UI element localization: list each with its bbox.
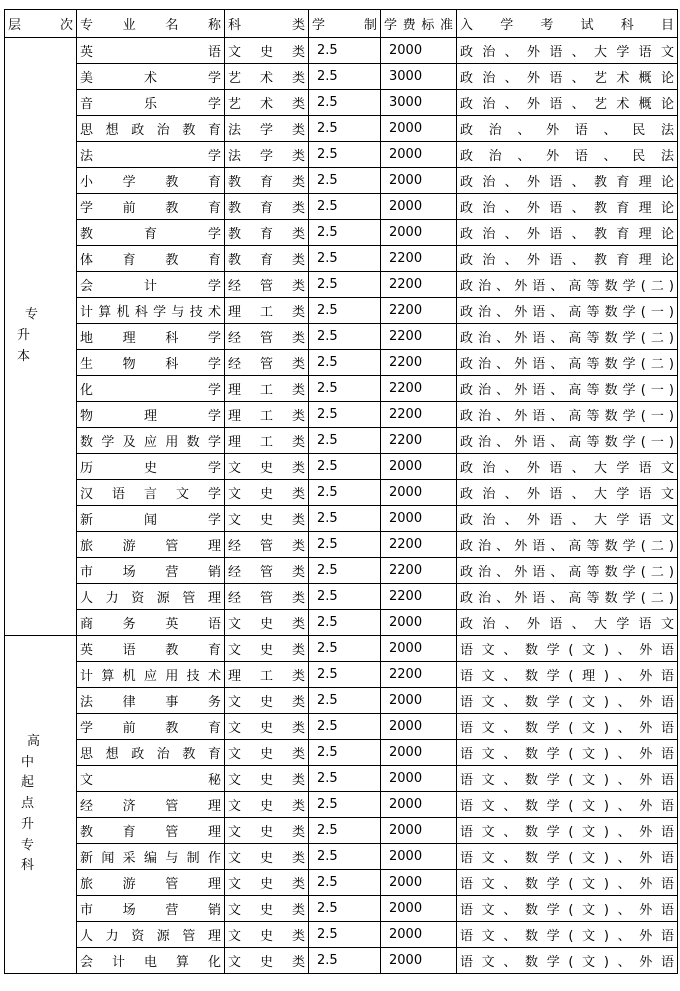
category-cell: 文史类	[225, 688, 309, 714]
fee-cell: 2000	[381, 194, 457, 220]
table-row	[5, 792, 678, 818]
fee-cell: 2000	[381, 142, 457, 168]
duration-cell: 2.5	[309, 766, 381, 792]
category-cell: 教育类	[225, 220, 309, 246]
major-cell: 教育管理	[77, 818, 225, 844]
table-row	[5, 766, 678, 792]
category-cell: 经管类	[225, 532, 309, 558]
exam-cell: 政治、外语、高等数学(二)	[457, 350, 678, 376]
fee-cell: 3000	[381, 64, 457, 90]
category-cell: 文史类	[225, 948, 309, 974]
duration-cell: 2.5	[309, 844, 381, 870]
header-exam: 入学考试科目	[457, 10, 678, 38]
category-cell: 艺术类	[225, 90, 309, 116]
fee-cell: 2000	[381, 948, 457, 974]
major-cell: 物理学	[77, 402, 225, 428]
major-cell: 音乐学	[77, 90, 225, 116]
table-row	[5, 610, 678, 636]
major-cell: 法学	[77, 142, 225, 168]
major-cell: 计算机科学与技术	[77, 298, 225, 324]
fee-cell: 2000	[381, 610, 457, 636]
duration-cell: 2.5	[309, 818, 381, 844]
programs-table	[4, 9, 678, 974]
exam-cell: 政治、外语、大学语文	[457, 38, 678, 64]
fee-cell: 2000	[381, 870, 457, 896]
major-cell: 旅游管理	[77, 870, 225, 896]
exam-cell: 语文、数学(文)、外语	[457, 844, 678, 870]
major-cell: 法律事务	[77, 688, 225, 714]
level-label	[17, 305, 45, 367]
category-cell: 文史类	[225, 870, 309, 896]
major-cell: 体育教育	[77, 246, 225, 272]
major-cell: 思想政治教育	[77, 740, 225, 766]
category-cell: 艺术类	[225, 64, 309, 90]
category-cell: 文史类	[225, 844, 309, 870]
exam-cell: 语文、数学(文)、外语	[457, 688, 678, 714]
major-cell: 商务英语	[77, 610, 225, 636]
category-cell: 文史类	[225, 792, 309, 818]
header-level: 层 次	[5, 10, 77, 38]
level-char: 中	[21, 754, 35, 770]
duration-cell: 2.5	[309, 584, 381, 610]
table-row	[5, 480, 678, 506]
level-char: 专	[25, 307, 39, 323]
fee-cell: 2200	[381, 532, 457, 558]
exam-cell: 语文、数学(文)、外语	[457, 636, 678, 662]
table-row	[5, 220, 678, 246]
major-cell: 化学	[77, 376, 225, 402]
category-cell: 理工类	[225, 402, 309, 428]
fee-cell: 2000	[381, 506, 457, 532]
exam-cell: 语文、数学(文)、外语	[457, 922, 678, 948]
major-cell: 新闻采编与制作	[77, 844, 225, 870]
exam-cell: 政治、外语、高等数学(一)	[457, 376, 678, 402]
duration-cell: 2.5	[309, 38, 381, 64]
fee-cell: 2000	[381, 688, 457, 714]
category-cell: 经管类	[225, 272, 309, 298]
category-cell: 文史类	[225, 766, 309, 792]
category-cell: 理工类	[225, 298, 309, 324]
fee-cell: 2000	[381, 740, 457, 766]
fee-cell: 2000	[381, 766, 457, 792]
category-cell: 经管类	[225, 324, 309, 350]
duration-cell: 2.5	[309, 792, 381, 818]
duration-cell: 2.5	[309, 116, 381, 142]
category-cell: 法学类	[225, 116, 309, 142]
table-row	[5, 168, 678, 194]
level-cell	[5, 38, 77, 636]
category-cell: 文史类	[225, 480, 309, 506]
table-row	[5, 870, 678, 896]
exam-cell: 政治、外语、高等数学(二)	[457, 324, 678, 350]
category-cell: 文史类	[225, 818, 309, 844]
fee-cell: 2200	[381, 324, 457, 350]
level-char: 高	[27, 733, 41, 749]
category-cell: 文史类	[225, 922, 309, 948]
exam-cell: 语文、数学(文)、外语	[457, 792, 678, 818]
header-category: 科类	[225, 10, 309, 38]
fee-cell: 2000	[381, 792, 457, 818]
exam-cell: 语文、数学(文)、外语	[457, 870, 678, 896]
duration-cell: 2.5	[309, 64, 381, 90]
duration-cell: 2.5	[309, 506, 381, 532]
major-cell: 人力资源管理	[77, 922, 225, 948]
major-cell: 汉语言文学	[77, 480, 225, 506]
exam-cell: 政治、外语、艺术概论	[457, 64, 678, 90]
level-char: 升	[21, 816, 35, 832]
exam-cell: 政治、外语、高等数学(二)	[457, 584, 678, 610]
fee-cell: 2200	[381, 584, 457, 610]
duration-cell: 2.5	[309, 532, 381, 558]
duration-cell: 2.5	[309, 610, 381, 636]
category-cell: 教育类	[225, 246, 309, 272]
duration-cell: 2.5	[309, 870, 381, 896]
header-row	[5, 10, 678, 38]
table-row	[5, 194, 678, 220]
exam-cell: 政治、外语、教育理论	[457, 246, 678, 272]
fee-cell: 2200	[381, 402, 457, 428]
duration-cell: 2.5	[309, 194, 381, 220]
fee-cell: 2200	[381, 376, 457, 402]
fee-cell: 2000	[381, 844, 457, 870]
fee-cell: 2000	[381, 220, 457, 246]
exam-cell: 政治、外语、大学语文	[457, 454, 678, 480]
exam-cell: 语文、数学(理)、外语	[457, 662, 678, 688]
duration-cell: 2.5	[309, 896, 381, 922]
category-cell: 理工类	[225, 662, 309, 688]
category-cell: 文史类	[225, 454, 309, 480]
table-row	[5, 90, 678, 116]
level-char: 升	[17, 328, 31, 344]
table-body	[5, 38, 678, 974]
header-fee: 学费标准	[381, 10, 457, 38]
duration-cell: 2.5	[309, 376, 381, 402]
fee-cell: 2200	[381, 558, 457, 584]
category-cell: 文史类	[225, 740, 309, 766]
table-row	[5, 714, 678, 740]
exam-cell: 政治、外语、高等数学(二)	[457, 558, 678, 584]
level-char: 点	[21, 796, 35, 812]
category-cell: 文史类	[225, 38, 309, 64]
category-cell: 经管类	[225, 350, 309, 376]
level-char: 科	[21, 858, 35, 874]
table-row	[5, 376, 678, 402]
exam-cell: 政治、外语、高等数学(一)	[457, 298, 678, 324]
table-row	[5, 454, 678, 480]
major-cell: 数学及应用数学	[77, 428, 225, 454]
major-cell: 教育学	[77, 220, 225, 246]
duration-cell: 2.5	[309, 740, 381, 766]
table-row	[5, 896, 678, 922]
duration-cell: 2.5	[309, 454, 381, 480]
exam-cell: 政治、外语、艺术概论	[457, 90, 678, 116]
fee-cell: 2000	[381, 480, 457, 506]
category-cell: 教育类	[225, 194, 309, 220]
table-row	[5, 64, 678, 90]
duration-cell: 2.5	[309, 168, 381, 194]
exam-cell: 语文、数学(文)、外语	[457, 766, 678, 792]
exam-cell: 语文、数学(文)、外语	[457, 714, 678, 740]
exam-cell: 语文、数学(文)、外语	[457, 948, 678, 974]
major-cell: 计算机应用技术	[77, 662, 225, 688]
duration-cell: 2.5	[309, 922, 381, 948]
fee-cell: 2000	[381, 168, 457, 194]
major-cell: 市场营销	[77, 558, 225, 584]
duration-cell: 2.5	[309, 714, 381, 740]
table-row	[5, 272, 678, 298]
category-cell: 经管类	[225, 558, 309, 584]
header-major: 专业名称	[77, 10, 225, 38]
major-cell: 文秘	[77, 766, 225, 792]
category-cell: 理工类	[225, 376, 309, 402]
duration-cell: 2.5	[309, 480, 381, 506]
duration-cell: 2.5	[309, 948, 381, 974]
fee-cell: 2200	[381, 662, 457, 688]
header-duration: 学制	[309, 10, 381, 38]
table-row	[5, 116, 678, 142]
fee-cell: 2000	[381, 116, 457, 142]
duration-cell: 2.5	[309, 636, 381, 662]
table-row	[5, 818, 678, 844]
category-cell: 法学类	[225, 142, 309, 168]
duration-cell: 2.5	[309, 246, 381, 272]
major-cell: 经济管理	[77, 792, 225, 818]
fee-cell: 2200	[381, 428, 457, 454]
table-row	[5, 948, 678, 974]
duration-cell: 2.5	[309, 142, 381, 168]
table-row	[5, 428, 678, 454]
major-cell: 新闻学	[77, 506, 225, 532]
exam-cell: 政治、外语、大学语文	[457, 480, 678, 506]
table-row	[5, 688, 678, 714]
table-row	[5, 142, 678, 168]
table-row	[5, 38, 678, 64]
exam-cell: 政治、外语、民法	[457, 142, 678, 168]
duration-cell: 2.5	[309, 220, 381, 246]
category-cell: 文史类	[225, 506, 309, 532]
table-row	[5, 350, 678, 376]
exam-cell: 政治、外语、教育理论	[457, 220, 678, 246]
major-cell: 英语	[77, 38, 225, 64]
major-cell: 市场营销	[77, 896, 225, 922]
fee-cell: 2200	[381, 272, 457, 298]
major-cell: 人力资源管理	[77, 584, 225, 610]
table-row	[5, 636, 678, 662]
category-cell: 文史类	[225, 896, 309, 922]
major-cell: 旅游管理	[77, 532, 225, 558]
exam-cell: 政治、外语、高等数学(二)	[457, 272, 678, 298]
major-cell: 会计学	[77, 272, 225, 298]
table-row	[5, 740, 678, 766]
exam-cell: 政治、外语、教育理论	[457, 194, 678, 220]
exam-cell: 政治、外语、大学语文	[457, 506, 678, 532]
major-cell: 小学教育	[77, 168, 225, 194]
fee-cell: 3000	[381, 90, 457, 116]
category-cell: 文史类	[225, 610, 309, 636]
exam-cell: 政治、外语、高等数学(一)	[457, 402, 678, 428]
exam-cell: 政治、外语、高等数学(二)	[457, 532, 678, 558]
major-cell: 会计电算化	[77, 948, 225, 974]
major-cell: 学前教育	[77, 194, 225, 220]
duration-cell: 2.5	[309, 558, 381, 584]
major-cell: 思想政治教育	[77, 116, 225, 142]
exam-cell: 政治、外语、高等数学(一)	[457, 428, 678, 454]
table-row	[5, 324, 678, 350]
level-char: 专	[21, 837, 35, 853]
category-cell: 经管类	[225, 584, 309, 610]
category-cell: 文史类	[225, 714, 309, 740]
fee-cell: 2000	[381, 714, 457, 740]
level-label	[9, 732, 41, 878]
fee-cell: 2000	[381, 818, 457, 844]
exam-cell: 政治、外语、教育理论	[457, 168, 678, 194]
table-row	[5, 246, 678, 272]
duration-cell: 2.5	[309, 90, 381, 116]
major-cell: 历史学	[77, 454, 225, 480]
category-cell: 教育类	[225, 168, 309, 194]
exam-cell: 语文、数学(文)、外语	[457, 740, 678, 766]
table-row	[5, 584, 678, 610]
table-row	[5, 532, 678, 558]
fee-cell: 2200	[381, 350, 457, 376]
table-row	[5, 662, 678, 688]
major-cell: 美术学	[77, 64, 225, 90]
fee-cell: 2000	[381, 454, 457, 480]
fee-cell: 2200	[381, 298, 457, 324]
fee-cell: 2000	[381, 922, 457, 948]
level-cell	[5, 636, 77, 974]
table-row	[5, 922, 678, 948]
fee-cell: 2000	[381, 38, 457, 64]
major-cell: 学前教育	[77, 714, 225, 740]
table-row	[5, 506, 678, 532]
duration-cell: 2.5	[309, 688, 381, 714]
exam-cell: 政治、外语、民法	[457, 116, 678, 142]
table-row	[5, 558, 678, 584]
fee-cell: 2200	[381, 246, 457, 272]
exam-cell: 语文、数学(文)、外语	[457, 896, 678, 922]
table-row	[5, 298, 678, 324]
major-cell: 生物科学	[77, 350, 225, 376]
exam-cell: 政治、外语、大学语文	[457, 610, 678, 636]
table-row	[5, 402, 678, 428]
duration-cell: 2.5	[309, 272, 381, 298]
duration-cell: 2.5	[309, 298, 381, 324]
duration-cell: 2.5	[309, 350, 381, 376]
level-char: 本	[17, 348, 31, 364]
exam-cell: 语文、数学(文)、外语	[457, 818, 678, 844]
major-cell: 地理科学	[77, 324, 225, 350]
category-cell: 文史类	[225, 636, 309, 662]
duration-cell: 2.5	[309, 324, 381, 350]
category-cell: 理工类	[225, 428, 309, 454]
major-cell: 英语教育	[77, 636, 225, 662]
fee-cell: 2000	[381, 636, 457, 662]
duration-cell: 2.5	[309, 662, 381, 688]
duration-cell: 2.5	[309, 402, 381, 428]
duration-cell: 2.5	[309, 428, 381, 454]
table-row	[5, 844, 678, 870]
fee-cell: 2000	[381, 896, 457, 922]
level-char: 起	[21, 775, 35, 791]
